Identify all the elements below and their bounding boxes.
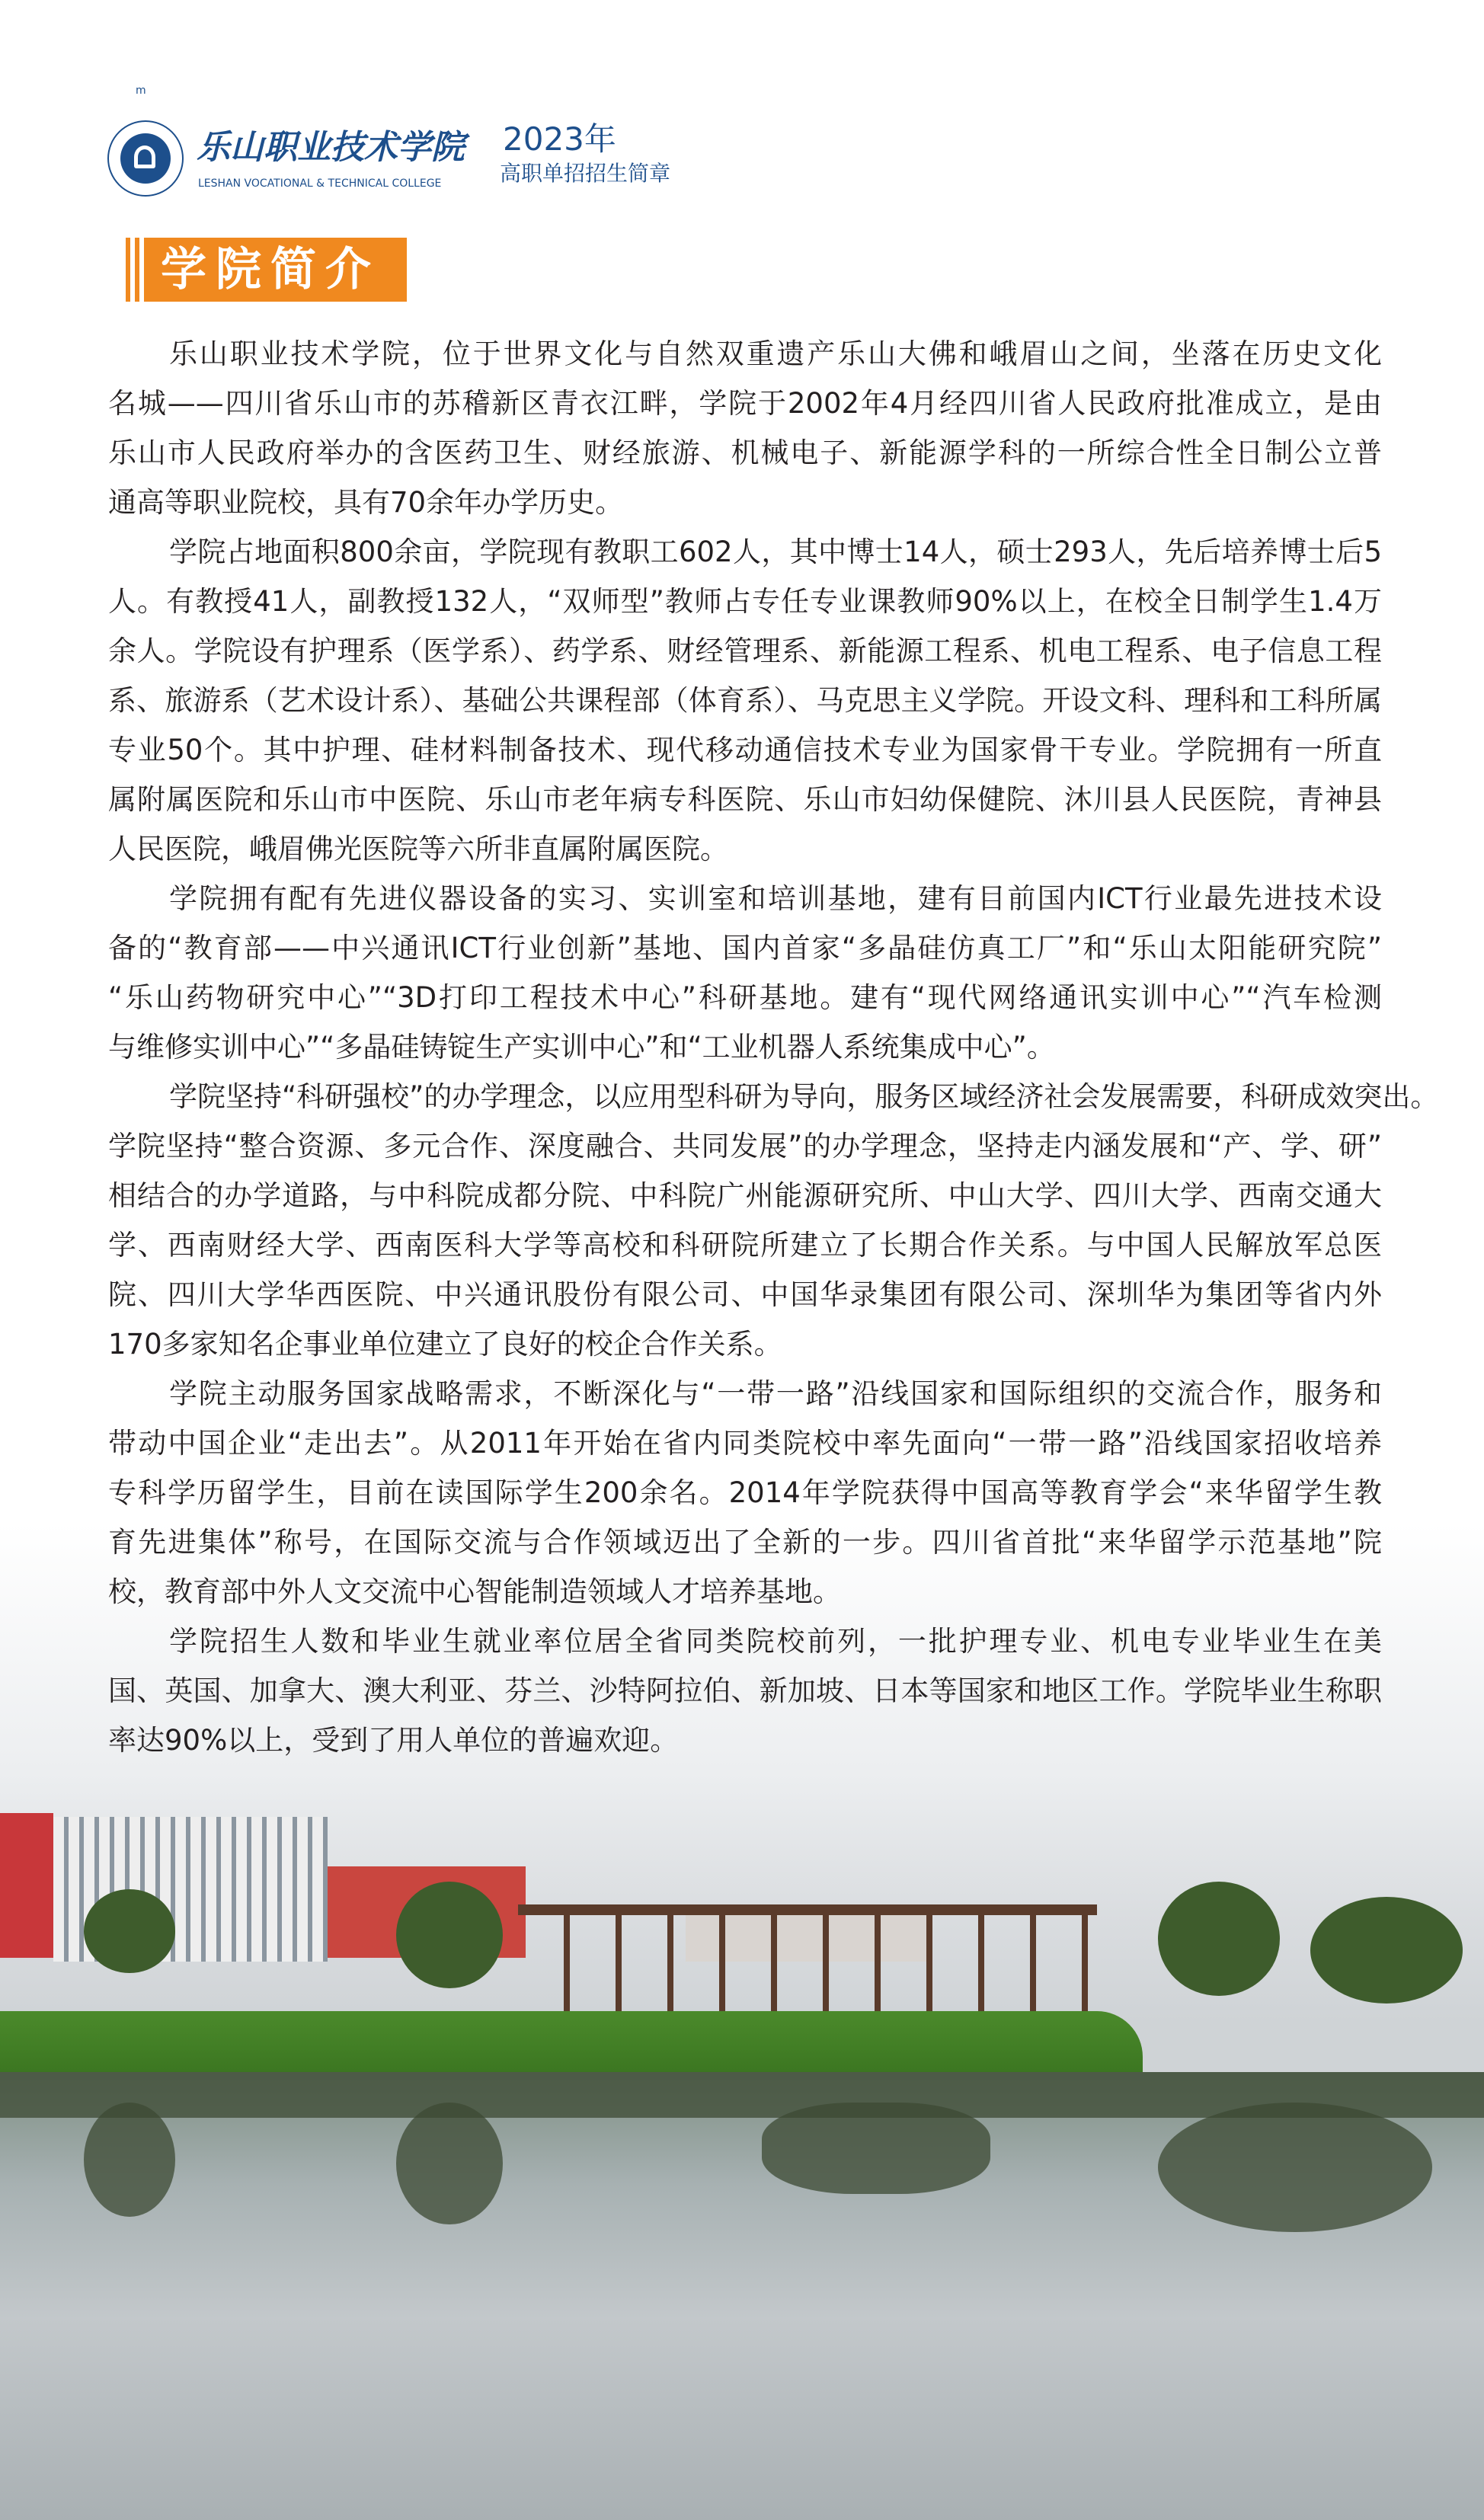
paragraph-line: 备的“教育部——中兴通讯ICT行业创新”基地、国内首家“多晶硅仿真工厂”和“乐山太阳能研究院”: [108, 932, 1382, 964]
paragraph-line: 学院拥有配有先进仪器设备的实习、实训室和培训基地，建有目前国内ICT行业最先进技术设: [169, 882, 1382, 915]
pavilion: [518, 1904, 1097, 2022]
paragraph-line: 170多家知名企事业单位建立了良好的校企合作关系。: [108, 1328, 782, 1361]
corner-mark: m: [136, 85, 146, 97]
paragraph-line: 校，教育部中外人文交流中心智能制造领域人才培养基地。: [108, 1575, 841, 1608]
paragraph-line: 学院坚持“科研强校”的办学理念，以应用型科研为导向，服务区域经济社会发展需要，科研成效突出。: [169, 1080, 1439, 1113]
brochure-subtitle: 高职单招招生简章: [500, 161, 671, 186]
college-name-cn: 乐山职业技术学院: [197, 128, 465, 167]
paragraph-line: 专科学历留学生，目前在读国际学生200余名。2014年学院获得中国高等教育学会“来华留学生教: [108, 1476, 1382, 1509]
paragraph-line: 人民医院，峨眉佛光医院等六所非直属附属医院。: [108, 833, 728, 865]
paragraph-line: 人。有教授41人，副教授132人，“双师型”教师占专任专业课教师90%以上，在校全日制学生1.4万: [108, 585, 1382, 618]
reflection: [1158, 2103, 1432, 2232]
paragraph: [108, 1072, 1439, 1369]
paragraph-line: 学院招生人数和毕业生就业率位居全省同类院校前列，一批护理专业、机电专业毕业生在美: [169, 1625, 1382, 1658]
paragraph-line: 院、四川大学华西医院、中兴通讯股份有限公司、中国华录集团有限公司、深圳华为集团等省内外: [108, 1278, 1382, 1311]
paragraph-line: 学院坚持“整合资源、多元合作、深度融合、共同发展”的办学理念，坚持走内涵发展和“产、学、研”: [108, 1130, 1382, 1162]
paragraph: [108, 874, 1382, 1072]
paragraph-line: 属附属医院和乐山市中医院、乐山市老年病专科医院、乐山市妇幼保健院、沐川县人民医院，青神县: [108, 783, 1382, 816]
lawn: [0, 2011, 1143, 2080]
tree: [396, 1882, 503, 1988]
section-title: 学院简介: [144, 238, 407, 302]
paragraph-line: 率达90%以上，受到了用人单位的普遍欢迎。: [108, 1724, 679, 1757]
paragraph-line: 与维修实训中心”“多晶硅铸锭生产实训中心”和“工业机器人系统集成中心”。: [108, 1031, 1055, 1063]
introduction-text: [108, 329, 1439, 1765]
logo-emblem-icon: [120, 133, 171, 184]
paragraph-line: 乐山市人民政府举办的含医药卫生、财经旅游、机械电子、新能源学科的一所综合性全日制公立普: [108, 437, 1382, 469]
tree: [84, 1889, 175, 1973]
paragraph-line: 专业50个。其中护理、硅材料制备技术、现代移动通信技术专业为国家骨干专业。学院拥有一所直: [108, 734, 1382, 766]
banner-stripe: [135, 238, 139, 302]
paragraph-line: “乐山药物研究中心”“3D打印工程技术中心”科研基地。建有“现代网络通讯实训中心”“汽车检测: [108, 981, 1382, 1014]
paragraph-line: 通高等职业院校，具有70余年办学历史。: [108, 486, 624, 519]
paragraph-line: 学院占地面积800余亩，学院现有教职工602人，其中博士14人，硕士293人，先后培养博士后5: [169, 536, 1382, 568]
paragraph: [108, 1617, 1382, 1765]
paragraph-line: 育先进集体”称号，在国际交流与合作领域迈出了全新的一步。四川省首批“来华留学示范基地”院: [108, 1526, 1382, 1559]
paragraph-line: 系、旅游系（艺术设计系）、基础公共课程部（体育系）、马克思主义学院。开设文科、理科和工科所属: [108, 684, 1382, 717]
college-name-en: LESHAN VOCATIONAL & TECHNICAL COLLEGE: [198, 177, 442, 190]
brochure-year: 2023年: [503, 120, 616, 158]
tree: [1158, 1882, 1280, 1996]
paragraph-line: 国、英国、加拿大、澳大利亚、芬兰、沙特阿拉伯、新加坡、日本等国家和地区工作。学院毕业生称职: [108, 1674, 1382, 1707]
reflection: [762, 2103, 990, 2194]
paragraph: [108, 329, 1382, 527]
building: [0, 1813, 53, 1958]
college-seal-logo: [107, 120, 184, 197]
paragraph-line: 乐山职业技术学院，位于世界文化与自然双重遗产乐山大佛和峨眉山之间，坐落在历史文化: [169, 337, 1382, 370]
section-banner: [126, 238, 407, 302]
paragraph: [108, 1369, 1382, 1617]
paragraph-line: 余人。学院设有护理系（医学系）、药学系、财经管理系、新能源工程系、机电工程系、电子信息工程: [108, 635, 1382, 667]
reflection: [84, 2103, 175, 2217]
reflection: [396, 2103, 503, 2224]
paragraph: [108, 527, 1382, 874]
tree: [1310, 1897, 1463, 2004]
paragraph-line: 学、西南财经大学、西南医科大学等高校和科研院所建立了长期合作关系。与中国人民解放军总医: [108, 1229, 1382, 1262]
paragraph-line: 名城——四川省乐山市的苏稽新区青衣江畔，学院于2002年4月经四川省人民政府批准成立，是由: [108, 387, 1382, 420]
paragraph-line: 带动中国企业“走出去”。从2011年开始在省内同类院校中率先面向“一带一路”沿线国家招收培养: [108, 1427, 1382, 1460]
lake: [0, 2072, 1484, 2520]
banner-stripe: [126, 238, 130, 302]
paragraph-line: 相结合的办学道路，与中科院成都分院、中科院广州能源研究所、中山大学、四川大学、西南交通大: [108, 1179, 1382, 1212]
paragraph-line: 学院主动服务国家战略需求，不断深化与“一带一路”沿线国家和国际组织的交流合作，服务和: [169, 1377, 1382, 1410]
